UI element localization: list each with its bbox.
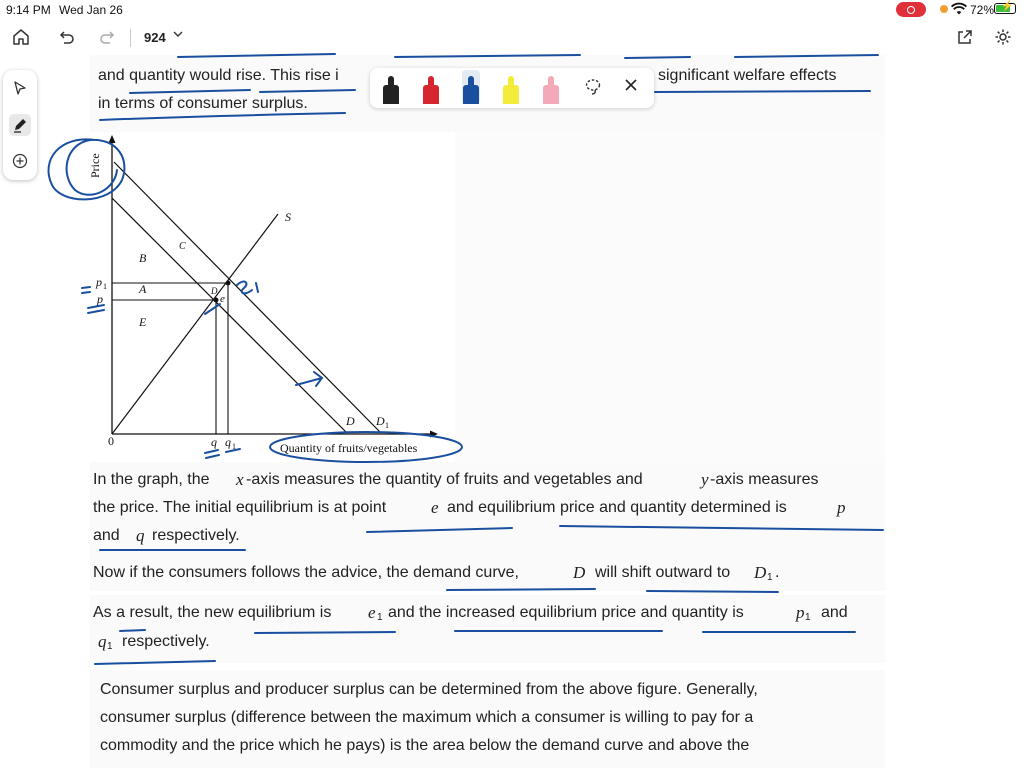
para1-x-symbol: x bbox=[236, 470, 244, 489]
para4-line3: commodity and the price which he pays) is the area below the demand curve and above the bbox=[100, 737, 750, 754]
region-b-label: B bbox=[139, 251, 147, 265]
origin-label: 0 bbox=[108, 434, 114, 448]
ink-mark bbox=[205, 304, 220, 314]
ink-equals-p bbox=[88, 305, 104, 313]
para1-e-symbol: e bbox=[431, 498, 439, 517]
black-pen[interactable] bbox=[382, 76, 400, 104]
ink-circle-x-label bbox=[270, 432, 462, 462]
ink-underline bbox=[100, 113, 345, 120]
battery-charging-icon: ⚡ bbox=[994, 3, 1016, 14]
top-text-line1b: significant welfare effects bbox=[658, 67, 837, 84]
para2-text-a: Now if the consumers follows the advice, the demand curve, bbox=[93, 564, 519, 581]
ink-underline bbox=[120, 630, 855, 633]
point-e-label: e bbox=[220, 293, 225, 305]
ink-underline bbox=[655, 91, 870, 92]
quantity-q1-subscript: 1 bbox=[232, 442, 236, 451]
para3-q1-symbol: q bbox=[98, 632, 107, 651]
para3-e1-subscript: 1 bbox=[377, 612, 383, 623]
top-text-line1a: and quantity would rise. This rise i bbox=[98, 67, 339, 84]
para1-line1-c: -axis measures bbox=[710, 471, 819, 488]
para3-p1-symbol: p bbox=[796, 603, 805, 622]
ink-underline bbox=[95, 661, 215, 664]
ink-equals-p1 bbox=[82, 287, 90, 293]
battery-percent: 72% bbox=[970, 3, 995, 17]
status-date: Wed Jan 26 bbox=[59, 3, 123, 17]
para3-p1-subscript: 1 bbox=[805, 612, 811, 623]
ink-underline bbox=[367, 528, 512, 532]
curve-c-label: C bbox=[179, 241, 186, 252]
para1-q-symbol: q bbox=[136, 526, 145, 545]
ink-underline bbox=[178, 54, 335, 57]
para2-text-b: will shift outward to bbox=[595, 564, 731, 581]
para1-line3-a: and bbox=[93, 527, 120, 544]
para2-d-symbol: D bbox=[573, 563, 586, 582]
pink-eraser[interactable] bbox=[542, 76, 560, 104]
price-p1-label: p bbox=[96, 275, 102, 289]
para4-line1: Consumer surplus and producer surplus can be determined from the above figure. Generally, bbox=[100, 681, 758, 698]
para1-p-symbol: p bbox=[837, 498, 846, 517]
ink-underline bbox=[447, 589, 778, 592]
region-a-label: A bbox=[139, 282, 147, 296]
blue-pen[interactable] bbox=[462, 70, 480, 104]
para3-text-a: As a result, the new equilibrium is bbox=[93, 604, 332, 621]
ink-label-e1 bbox=[237, 282, 258, 294]
top-text-line2: in terms of consumer surplus. bbox=[98, 95, 308, 112]
y-axis-label: Price bbox=[88, 153, 102, 178]
close-icon[interactable] bbox=[623, 76, 639, 99]
ink-underline bbox=[395, 55, 580, 57]
red-pen[interactable] bbox=[422, 76, 440, 104]
demand-d1-subscript: 1 bbox=[385, 421, 389, 430]
quantity-q1-label: q bbox=[225, 435, 231, 449]
small-d-label: D bbox=[211, 286, 218, 296]
para2-text-c: . bbox=[775, 564, 780, 581]
demand-d1-label: D bbox=[376, 414, 385, 428]
ink-shift-arrow bbox=[296, 372, 322, 386]
ink-underline bbox=[625, 55, 878, 58]
supply-label: S bbox=[285, 210, 291, 224]
para1-line3-b: respectively. bbox=[152, 527, 240, 544]
para1-line1-b: -axis measures the quantity of fruits and vegetables and bbox=[246, 471, 643, 488]
quantity-q-label: q bbox=[211, 435, 217, 449]
para3-e1-symbol: e bbox=[368, 603, 376, 622]
ink-underline bbox=[560, 526, 883, 530]
para3-q1-subscript: 1 bbox=[107, 641, 113, 652]
para3-text-d: respectively. bbox=[122, 633, 210, 650]
price-p-label: p bbox=[97, 292, 103, 306]
para2-d1-symbol: D bbox=[754, 563, 767, 582]
pen-palette bbox=[370, 68, 654, 108]
ink-mark-q1 bbox=[226, 449, 240, 452]
x-axis-label: Quantity of fruits/vegetables bbox=[280, 441, 418, 455]
para3-text-c: and bbox=[821, 604, 848, 621]
ink-underline bbox=[130, 90, 355, 93]
para1-y-symbol: y bbox=[701, 470, 709, 489]
price-p1-subscript: 1 bbox=[103, 282, 107, 291]
para4-line2: consumer surplus (difference between the maximum which a consumer is willing to pay for a bbox=[100, 709, 754, 726]
region-e-label: E bbox=[139, 315, 147, 329]
demand-d-label: D bbox=[346, 414, 355, 428]
lasso-icon[interactable] bbox=[584, 78, 602, 101]
yellow-highlighter[interactable] bbox=[502, 76, 520, 104]
para1-line2-b: and equilibrium price and quantity determined is bbox=[447, 499, 787, 516]
ink-mark-q bbox=[205, 450, 219, 458]
para3-text-b: and the increased equilibrium price and quantity is bbox=[388, 604, 744, 621]
para1-line1-a: In the graph, the bbox=[93, 471, 210, 488]
ink-circle-price bbox=[49, 139, 125, 199]
status-time: 9:14 PM bbox=[6, 3, 51, 17]
para1-line2-a: the price. The initial equilibrium is at point bbox=[93, 499, 387, 516]
page-number[interactable]: 924 bbox=[144, 30, 166, 45]
para2-d1-subscript: 1 bbox=[767, 572, 773, 583]
